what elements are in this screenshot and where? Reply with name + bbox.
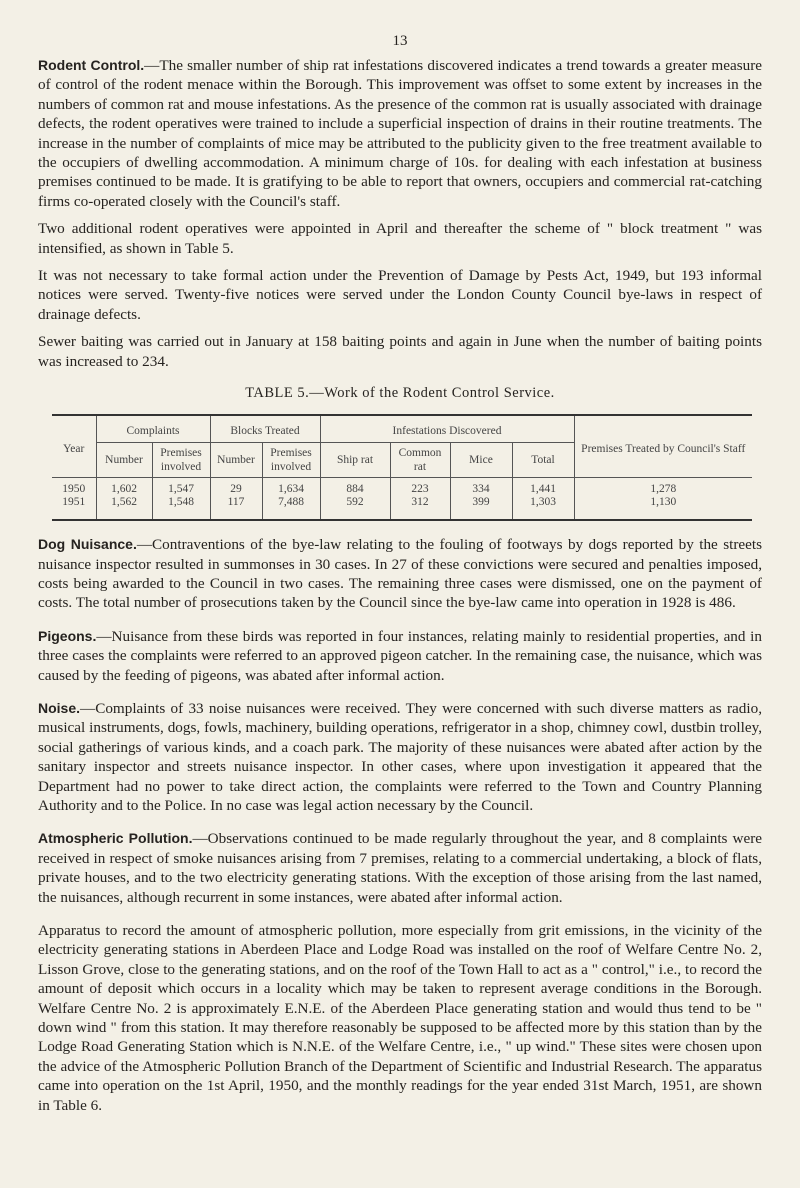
year-cell: 1950	[62, 483, 86, 496]
atmospheric-pollution-text: —Observations continued to be made regularly throughout the year, and 8 complaints were received in respect of smoke nuisances arising from 7 premises, relating to a commercial undertaking, a block of flats, private houses, and to the two electricity generating stations. With the exception of those arising from the last named, the nuisances, although recurrent in some instances, were abated after informal action.	[38, 830, 762, 906]
atmospheric-pollution-paragraph	[38, 829, 762, 907]
mice-cell: 334	[450, 478, 512, 497]
year-cell: 1951	[62, 496, 86, 509]
rodent-control-table	[52, 414, 752, 521]
blocks-treated-header: Blocks Treated	[210, 415, 320, 443]
year-header: Year	[63, 442, 85, 455]
dog-nuisance-heading: Dog Nuisance.	[38, 536, 137, 553]
table-header-row	[52, 415, 752, 443]
dog-nuisance-text: —Contraventions of the bye-law relating to the fouling of footways by dogs reported by the streets nuisance inspector resulted in summonses in 30 cases. In 27 of these convictions were secured and penalties imposed, costs being awarded to the Council in two cases. The remaining three cases were dismissed, one on the payment of costs. The total number of prosecutions taken by the Council since the bye-law came into operation in 1928 is 486.	[38, 536, 762, 612]
dog-nuisance-paragraph	[38, 535, 762, 613]
blocks-premises-cell: 1,634	[262, 478, 320, 497]
ship-rat-header: Ship rat	[320, 443, 390, 478]
complaints-number-cell: 1,562	[96, 496, 152, 520]
complaints-premises-cell: 1,548	[152, 496, 210, 520]
mice-cell: 399	[450, 496, 512, 520]
ship-rat-cell: 884	[320, 478, 390, 497]
common-rat-header: Common rat	[390, 443, 450, 478]
table-5-title: TABLE 5.—Work of the Rodent Control Service.	[245, 385, 555, 402]
infestations-header: Infestations Discovered	[320, 415, 574, 443]
blocks-premises-header: Premises involved	[262, 443, 320, 478]
rodent-control-text: —The smaller number of ship rat infestations discovered indicates a trend towards a greater measure of control of the rodent menace within the Borough. This improvement was offset to some extent by increases in the numbers of common rat and mouse infestations. As the presence of the common rat is usually associated with drainage defects, the rodent operatives were trained to include a superficial inspection of drains in their routine treatments. The increase in the number of complaints of mice may be attributed to the publicity given to the free treatment available to the occupiers of dwelling accommodation. A minimum charge of 10s. for dealing with each infestation at business premises continued to be made. It is gratifying to be able to report that owners, occupiers and commercial rat-catching firms co-operated closely with the Council's staff.	[38, 57, 762, 210]
premises-treated-cell: 1,278	[574, 478, 752, 497]
rodent-control-heading: Rodent Control.	[38, 57, 145, 73]
complaints-number-cell: 1,602	[96, 478, 152, 497]
blocks-number-cell: 29	[210, 478, 262, 497]
document-page	[38, 0, 762, 1115]
premises-treated-cell: 1,130	[574, 496, 752, 520]
mice-header: Mice	[450, 443, 512, 478]
pigeons-paragraph	[38, 627, 762, 685]
pigeons-text: —Nuisance from these birds was reported in four instances, relating mainly to residential properties, and in three cases the complaints were referred to an approved pigeon catcher. In the remaining case, the nuisance, which was caused by the feeding of pigeons, was abated after informal action.	[38, 627, 762, 684]
noise-heading: Noise.	[38, 699, 81, 716]
total-cell: 1,441	[512, 478, 574, 497]
sewer-baiting-paragraph: Sewer baiting was carried out in January at 158 baiting points and again in June when the number of baiting points was increased to 234.	[38, 333, 762, 370]
complaints-premises-cell: 1,547	[152, 478, 210, 497]
complaints-number-header: Number	[96, 443, 152, 478]
rodent-control-paragraph	[38, 56, 762, 211]
noise-text: —Complaints of 33 noise nuisances were received. They were concerned with such diverse matters as radio, musical instruments, dogs, fowls, machinery, building operations, refrigerator in a shop, chimney cowl, dustbin trolley, social gatherings of various kinds, and a coach park. The majority of these nuisances were abated after action by the sanitary inspector and streets nuisance inspector. In other cases, where upon investigation it appeared that the Department had no power to take direct action, the complaints were referred to the Town and Country Planning Authority and to the Police. In no case was legal action necessary by the Council.	[38, 699, 762, 814]
block-treatment-paragraph: Two additional rodent operatives were appointed in April and thereafter the scheme of " block treatment " was intensified, as shown in Table 5.	[38, 220, 762, 257]
total-header: Total	[512, 443, 574, 478]
blocks-premises-cell: 7,488	[262, 496, 320, 520]
page-number: 13	[392, 33, 408, 49]
premises-treated-header: Premises Treated by Council's Staff	[574, 415, 752, 478]
apparatus-paragraph: Apparatus to record the amount of atmospheric pollution, more especially from grit emissions, in the vicinity of the electricity generating stations in Aberdeen Place and Lodge Road was installed on the roof of Welfare Centre No. 2, Lisson Grove, close to the generating stations, and on the roof of the Town Hall to act as a " control," i.e., to record the amount of deposit which occurs in a locality which may be taken to represent average conditions in the Borough. Welfare Centre No. 2 is approximately E.N.E. of the Aberdeen Place generating station and would thus tend to be " down wind " from this station. It may therefore reasonably be supposed to be affected more by this station than by the Lodge Road Generating Station which is N.N.E. of the Welfare Centre, i.e., " up wind." These sites were chosen upon the advice of the Atmospheric Pollution Branch of the Department of Scientific and Industrial Research. The apparatus came into operation on the 1st April, 1950, and the monthly readings for the year ended 31st March, 1951, are shown in Table 6.	[38, 922, 762, 1114]
complaints-header: Complaints	[96, 415, 210, 443]
table-row	[52, 496, 752, 520]
formal-action-paragraph: It was not necessary to take formal action under the Prevention of Damage by Pests Act, 1949, but 193 informal notices were served. Twenty-five notices were served under the London County Council bye-laws in respect of drainage defects.	[38, 267, 762, 323]
table-row	[52, 478, 752, 497]
noise-paragraph	[38, 699, 762, 815]
common-rat-cell: 223	[390, 478, 450, 497]
common-rat-cell: 312	[390, 496, 450, 520]
atmospheric-pollution-heading: Atmospheric Pollution.	[38, 830, 193, 847]
pigeons-heading: Pigeons.	[38, 627, 97, 644]
ship-rat-cell: 592	[320, 496, 390, 520]
complaints-premises-header: Premises involved	[152, 443, 210, 478]
blocks-number-cell: 117	[210, 496, 262, 520]
total-cell: 1,303	[512, 496, 574, 520]
blocks-number-header: Number	[210, 443, 262, 478]
